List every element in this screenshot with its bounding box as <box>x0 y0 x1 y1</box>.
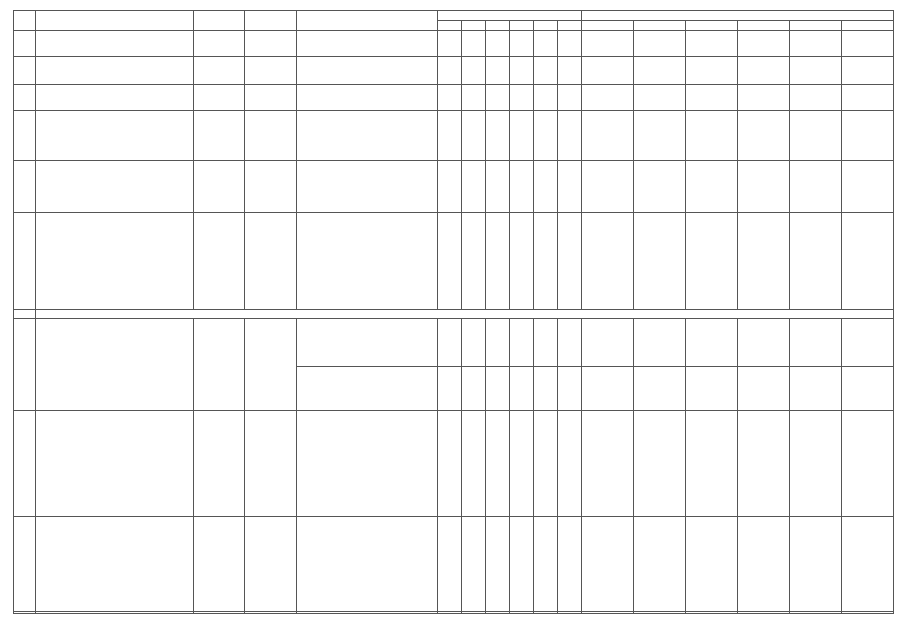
table-row <box>14 411 894 517</box>
empty-cell <box>634 611 686 613</box>
table-row <box>14 318 894 366</box>
year-header <box>558 21 582 31</box>
table-row <box>14 31 894 57</box>
measure-text <box>36 161 194 213</box>
budget-cell <box>582 212 634 309</box>
value-cell <box>438 318 462 366</box>
row-number <box>14 31 36 57</box>
budget-cell <box>842 516 894 611</box>
budget-cell <box>738 212 790 309</box>
value-cell <box>438 161 462 213</box>
budget-cell <box>634 31 686 57</box>
value-cell <box>462 161 486 213</box>
value-cell <box>558 57 582 85</box>
budget-cell <box>738 516 790 611</box>
value-cell <box>486 84 510 110</box>
budget-cell <box>790 212 842 309</box>
budget-cell <box>634 212 686 309</box>
budget-cell <box>686 111 738 161</box>
deadline-text <box>245 111 297 161</box>
result-text <box>297 111 438 161</box>
table-row <box>14 212 894 309</box>
budget-cell <box>686 516 738 611</box>
value-cell <box>462 516 486 611</box>
empty-cell <box>297 611 438 613</box>
deadline-text <box>245 31 297 57</box>
year-header <box>842 21 894 31</box>
value-cell <box>534 516 558 611</box>
budget-cell <box>790 516 842 611</box>
year-header <box>438 21 462 31</box>
budget-cell <box>686 411 738 517</box>
deadline-text <box>245 516 297 611</box>
year-header <box>790 21 842 31</box>
col-number <box>14 11 36 31</box>
row-number <box>14 161 36 213</box>
value-cell <box>462 84 486 110</box>
col-measure <box>36 11 194 31</box>
budget-cell <box>582 367 634 411</box>
col-group-values <box>438 11 582 21</box>
value-cell <box>462 367 486 411</box>
budget-cell <box>842 84 894 110</box>
deadline-text <box>245 57 297 85</box>
executor-text <box>194 31 245 57</box>
year-header <box>582 21 634 31</box>
measure-text <box>36 84 194 110</box>
empty-cell <box>534 611 558 613</box>
empty-cell <box>686 611 738 613</box>
executor-text <box>194 111 245 161</box>
result-text <box>297 367 438 411</box>
executor-text <box>194 318 245 411</box>
empty-cell <box>14 611 36 613</box>
table-row <box>14 84 894 110</box>
col-group-budget <box>582 11 894 21</box>
value-cell <box>438 84 462 110</box>
value-cell <box>486 212 510 309</box>
value-cell <box>486 367 510 411</box>
table-row <box>14 611 894 613</box>
value-cell <box>510 57 534 85</box>
value-cell <box>558 84 582 110</box>
budget-cell <box>738 161 790 213</box>
budget-cell <box>634 411 686 517</box>
deadline-text <box>245 411 297 517</box>
measure-text <box>36 57 194 85</box>
value-cell <box>438 111 462 161</box>
budget-cell <box>686 318 738 366</box>
budget-cell <box>790 84 842 110</box>
value-cell <box>486 111 510 161</box>
budget-cell <box>686 212 738 309</box>
value-cell <box>558 411 582 517</box>
empty-cell <box>842 611 894 613</box>
value-cell <box>558 31 582 57</box>
section-row <box>14 309 894 318</box>
value-cell <box>462 411 486 517</box>
value-cell <box>486 411 510 517</box>
year-header <box>462 21 486 31</box>
budget-cell <box>738 84 790 110</box>
value-cell <box>534 367 558 411</box>
budget-cell <box>790 31 842 57</box>
executor-text <box>194 411 245 517</box>
budget-cell <box>634 367 686 411</box>
table-row <box>14 57 894 85</box>
budget-cell <box>634 111 686 161</box>
value-cell <box>438 31 462 57</box>
row-number <box>14 111 36 161</box>
value-cell <box>510 411 534 517</box>
value-cell <box>534 31 558 57</box>
col-result <box>297 11 438 31</box>
budget-cell <box>790 411 842 517</box>
year-header <box>686 21 738 31</box>
year-header <box>634 21 686 31</box>
value-cell <box>510 318 534 366</box>
result-text <box>297 411 438 517</box>
result-text <box>297 161 438 213</box>
year-header <box>486 21 510 31</box>
value-cell <box>558 516 582 611</box>
budget-cell <box>790 57 842 85</box>
measure-text <box>36 516 194 611</box>
empty-cell <box>738 611 790 613</box>
budget-cell <box>790 318 842 366</box>
value-cell <box>534 212 558 309</box>
value-cell <box>534 84 558 110</box>
budget-cell <box>842 212 894 309</box>
measure-text <box>36 411 194 517</box>
value-cell <box>486 161 510 213</box>
value-cell <box>510 516 534 611</box>
measure-text <box>36 111 194 161</box>
budget-cell <box>582 31 634 57</box>
value-cell <box>534 161 558 213</box>
measure-text <box>36 31 194 57</box>
year-header <box>534 21 558 31</box>
measure-text <box>36 318 194 411</box>
budget-cell <box>790 367 842 411</box>
value-cell <box>462 31 486 57</box>
budget-cell <box>634 57 686 85</box>
value-cell <box>486 516 510 611</box>
budget-cell <box>686 57 738 85</box>
row-number <box>14 411 36 517</box>
value-cell <box>510 84 534 110</box>
section-title <box>36 309 894 318</box>
empty-cell <box>790 611 842 613</box>
result-text <box>297 31 438 57</box>
budget-cell <box>738 111 790 161</box>
budget-cell <box>634 516 686 611</box>
empty-cell <box>194 611 245 613</box>
measures-table <box>13 10 894 614</box>
value-cell <box>438 516 462 611</box>
budget-cell <box>686 161 738 213</box>
value-cell <box>438 367 462 411</box>
budget-cell <box>842 111 894 161</box>
deadline-text <box>245 212 297 309</box>
value-cell <box>534 411 558 517</box>
result-text <box>297 212 438 309</box>
result-text <box>297 57 438 85</box>
row-number <box>14 318 36 411</box>
budget-cell <box>842 57 894 85</box>
value-cell <box>486 31 510 57</box>
budget-cell <box>686 31 738 57</box>
section-number <box>14 309 36 318</box>
budget-cell <box>582 161 634 213</box>
header-row-1 <box>14 11 894 21</box>
executor-text <box>194 57 245 85</box>
col-executor <box>194 11 245 31</box>
deadline-text <box>245 84 297 110</box>
budget-cell <box>582 411 634 517</box>
value-cell <box>438 212 462 309</box>
executor-text <box>194 84 245 110</box>
value-cell <box>558 212 582 309</box>
value-cell <box>558 161 582 213</box>
value-cell <box>534 57 558 85</box>
value-cell <box>462 318 486 366</box>
budget-cell <box>842 411 894 517</box>
empty-cell <box>582 611 634 613</box>
budget-cell <box>738 318 790 366</box>
budget-cell <box>582 57 634 85</box>
value-cell <box>534 318 558 366</box>
value-cell <box>462 57 486 85</box>
executor-text <box>194 161 245 213</box>
row-number <box>14 57 36 85</box>
value-cell <box>438 411 462 517</box>
deadline-text <box>245 161 297 213</box>
budget-cell <box>582 84 634 110</box>
result-text <box>297 318 438 366</box>
budget-cell <box>842 318 894 366</box>
budget-cell <box>842 31 894 57</box>
value-cell <box>558 111 582 161</box>
row-number <box>14 516 36 611</box>
empty-cell <box>438 611 462 613</box>
value-cell <box>510 367 534 411</box>
year-header <box>738 21 790 31</box>
executor-text <box>194 212 245 309</box>
budget-cell <box>842 161 894 213</box>
value-cell <box>510 31 534 57</box>
value-cell <box>438 57 462 85</box>
value-cell <box>510 212 534 309</box>
year-header <box>510 21 534 31</box>
deadline-text <box>245 318 297 411</box>
budget-cell <box>634 84 686 110</box>
budget-cell <box>790 161 842 213</box>
value-cell <box>486 57 510 85</box>
col-deadline <box>245 11 297 31</box>
table-row <box>14 516 894 611</box>
budget-cell <box>738 411 790 517</box>
result-text <box>297 516 438 611</box>
measure-text <box>36 212 194 309</box>
empty-cell <box>486 611 510 613</box>
budget-cell <box>582 111 634 161</box>
value-cell <box>510 111 534 161</box>
row-number <box>14 212 36 309</box>
budget-cell <box>842 367 894 411</box>
value-cell <box>558 367 582 411</box>
empty-cell <box>245 611 297 613</box>
value-cell <box>534 111 558 161</box>
empty-cell <box>36 611 194 613</box>
row-number <box>14 84 36 110</box>
value-cell <box>462 111 486 161</box>
executor-text <box>194 516 245 611</box>
value-cell <box>558 318 582 366</box>
table-row <box>14 111 894 161</box>
budget-cell <box>582 318 634 366</box>
result-text <box>297 84 438 110</box>
budget-cell <box>790 111 842 161</box>
empty-cell <box>558 611 582 613</box>
budget-cell <box>634 318 686 366</box>
budget-cell <box>738 31 790 57</box>
empty-cell <box>462 611 486 613</box>
budget-cell <box>686 84 738 110</box>
value-cell <box>486 318 510 366</box>
value-cell <box>510 161 534 213</box>
budget-cell <box>686 367 738 411</box>
value-cell <box>462 212 486 309</box>
budget-cell <box>582 516 634 611</box>
budget-cell <box>738 57 790 85</box>
table-row <box>14 161 894 213</box>
budget-cell <box>738 367 790 411</box>
budget-cell <box>634 161 686 213</box>
empty-cell <box>510 611 534 613</box>
